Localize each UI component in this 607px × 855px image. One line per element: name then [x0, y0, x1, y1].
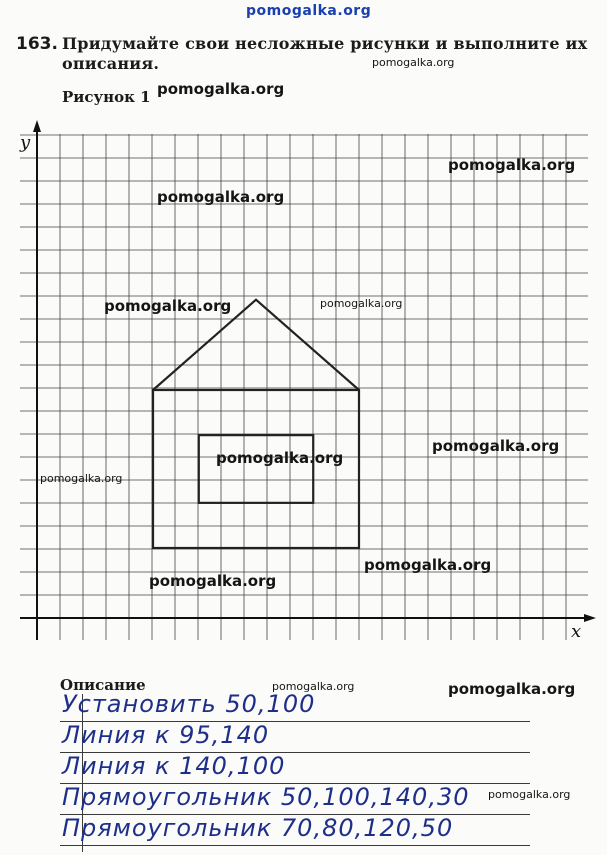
watermark-top: pomogalka.org — [246, 3, 372, 19]
watermark-6: pomogalka.org — [320, 297, 403, 310]
watermark-4: pomogalka.org — [157, 188, 285, 206]
description-line-5: Прямоугольник 70,80,120,50 — [62, 814, 454, 842]
task-number: 163. — [16, 34, 58, 54]
window-rectangle — [199, 435, 313, 503]
y-axis-arrow — [33, 120, 41, 132]
watermark-1: pomogalka.org — [372, 56, 455, 69]
description-line-2: Линия к 95,140 — [62, 721, 270, 749]
watermark-14: pomogalka.org — [488, 788, 571, 801]
y-axis-label: y — [20, 132, 31, 153]
house-body-rectangle — [153, 390, 359, 548]
x-axis-label: x — [571, 621, 582, 642]
x-axis-arrow — [584, 614, 596, 622]
watermark-2: pomogalka.org — [157, 80, 285, 98]
description-line-3: Линия к 140,100 — [62, 752, 286, 780]
house-drawing — [153, 300, 359, 548]
watermark-11: pomogalka.org — [149, 572, 277, 590]
watermark-5: pomogalka.org — [104, 297, 232, 315]
description-line-4: Прямоугольник 50,100,140,30 — [62, 783, 470, 811]
watermark-12: pomogalka.org — [272, 680, 355, 693]
grid-lines — [20, 134, 588, 640]
task-line-2: описания. — [62, 54, 160, 73]
description-line-1: Установить 50,100 — [62, 690, 316, 718]
watermark-10: pomogalka.org — [364, 556, 492, 574]
watermark-7: pomogalka.org — [432, 437, 560, 455]
watermark-8: pomogalka.org — [216, 449, 344, 467]
description-title: Описание — [60, 676, 146, 694]
watermark-3: pomogalka.org — [448, 156, 576, 174]
watermark-9: pomogalka.org — [40, 472, 123, 485]
task-line-1: Придумайте свои несложные рисунки и выполните их — [62, 34, 588, 53]
figure-label: Рисунок 1 — [62, 88, 151, 106]
watermark-13: pomogalka.org — [448, 680, 576, 698]
line-rule-5 — [60, 845, 530, 846]
